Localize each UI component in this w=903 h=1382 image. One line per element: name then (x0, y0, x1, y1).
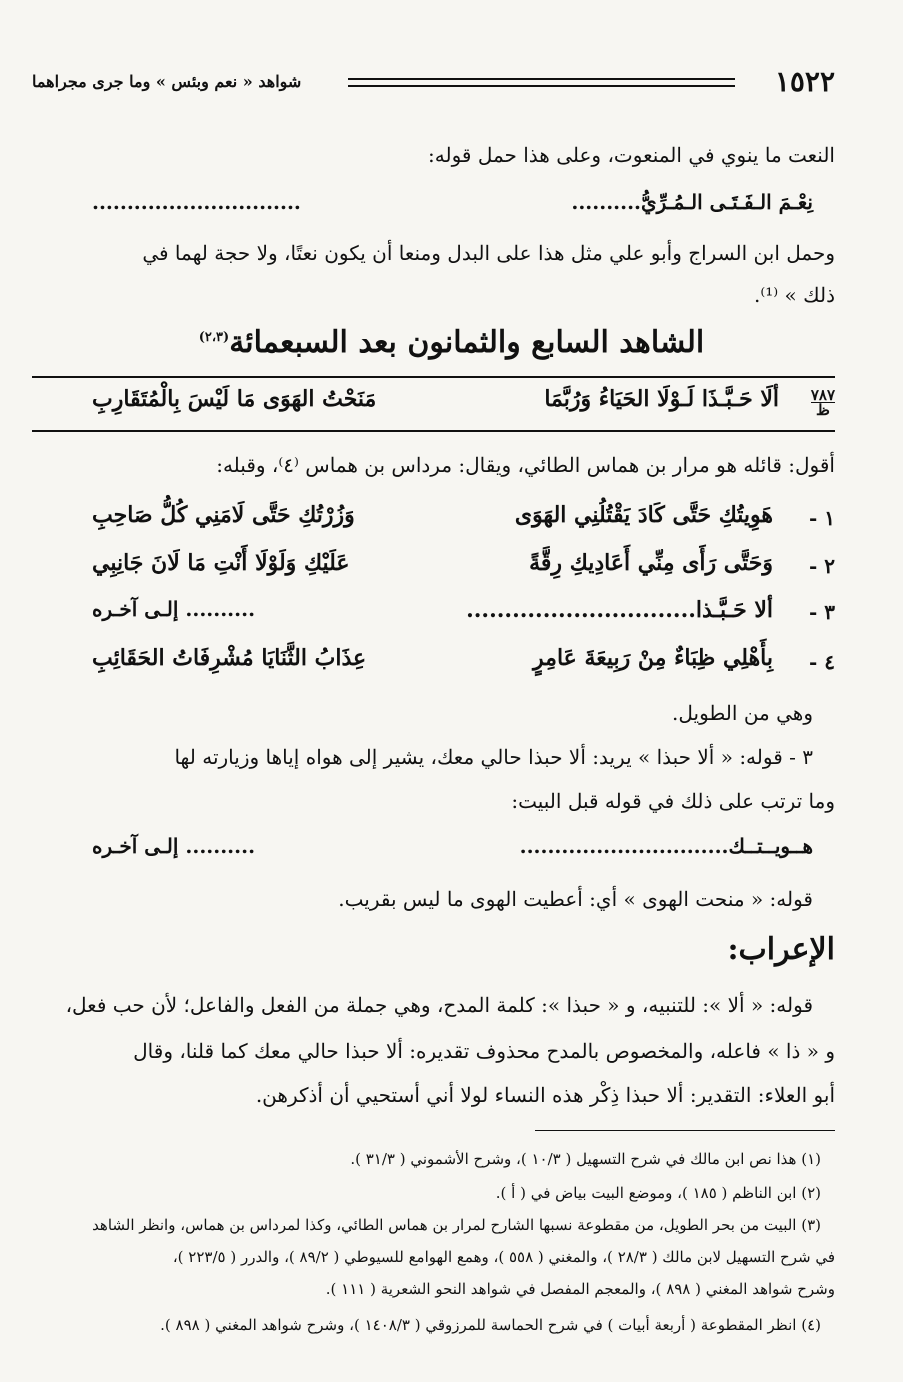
manahtu-line: قوله: « منحت الهوى » أي: أعطيت الهوى ما ليس بقريب. (338, 887, 813, 911)
page-header (32, 64, 835, 100)
footnote-2: (٢) ابن الناظم ( ١٨٥ )، وموضع البيت بياض في ( أ ). (495, 1184, 821, 1202)
quote-1-right: نِعْـمَ الـفَـتَـى الـمُـرِّيُّ.......... (571, 190, 813, 214)
note-3-line-a: ٣ - قوله: « ألا حبذا » يريد: ألا حبذا حالي معك، يشير إلى هواه إياها وزيارته لها (174, 745, 813, 769)
footnote-4: (٤) انظر المقطوعة ( أربعة أبيات ) في شرح الحماسة للمرزوقي ( ١٤٠٨/٣ )، وشرح شواهد المغني ( ٨٩٨ ). (160, 1316, 821, 1334)
footnote-3a: (٣) البيت من بحر الطويل، من مقطوعة نسبها الشارح لمرار بن هماس الطائي، وكذا لمرداس بن هماس، وانظر الشاهد (92, 1216, 821, 1234)
verse-box-top-rule (32, 376, 835, 378)
meter-line: وهي من الطويل. (672, 701, 813, 725)
irab-line-3: أبو العلاء: التقدير: ألا حبذا ذِكْر هذه النساء لولا أني أستحيي أن أذكرهن. (255, 1083, 835, 1107)
verse-4-left: عِذَابُ الثَّنَايَا مُشْرِفَاتُ الحَقَائِبِ (92, 645, 367, 671)
body-line-3: ذلك » ⁽¹⁾. (753, 283, 835, 307)
note-3-line-b: وما ترتب على ذلك في قوله قبل البيت: (511, 789, 835, 813)
verse-number-value: ٧٨٧ (810, 386, 835, 404)
verse-1-left: وَزُرْتُكِ حَتَّى لَامَنِي كُلُّ صَاحِبِ (92, 502, 355, 528)
body-line-1: النعت ما ينوي في المنعوت، وعلى هذا حمل قوله: (428, 143, 835, 167)
irab-line-2: و « ذا » فاعله، والمخصوص بالمدح محذوف تقديره: ألا حبذا حالي معك كما قلنا، وقال (133, 1039, 835, 1063)
shahid-title-text: الشاهد السابع والثمانون بعد السبعمائة (229, 325, 705, 360)
footnote-1: (١) هذا نص ابن مالك في شرح التسهيل ( ١٠/٣ )، وشرح الأشموني ( ٣١/٣ ). (350, 1150, 821, 1168)
footnote-rule (535, 1130, 835, 1131)
shahid-title (0, 325, 903, 360)
page-number: ١٥٢٢ (774, 65, 835, 98)
aqwal-line: أقول: قائله هو مرار بن هماس الطائي، ويقال: مرداس بن هماس ⁽٤⁾، وقبله: (216, 453, 835, 477)
verse-2-right: وَحَتَّى رَأَى مِنِّي أَعَادِيكِ رِقَّةً (529, 550, 773, 576)
verse-1-right: هَوِيتُكِ حَتَّى كَادَ يَقْتُلُنِي الهَوَى (514, 502, 773, 528)
shahid-title-ref: (٢،٣) (198, 330, 230, 345)
footnote-3b: في شرح التسهيل لابن مالك ( ٢٨/٣ )، والمغني ( ٥٥٨ )، وهمع الهوامع للسيوطي ( ٨٩/٢ )، والدرر ( ٢٢٣/٥ )، (172, 1248, 835, 1266)
quote-2-left: .......... إلـى آخـره (92, 834, 256, 858)
irab-heading: الإعراب: (727, 932, 835, 967)
footnote-3c: وشرح شواهد المغني ( ٨٩٨ )، والمعجم المفصل في شواهد النحو الشعرية ( ١١١ ). (325, 1280, 835, 1298)
verse-3-left: .......... إلـى آخـره (92, 597, 256, 621)
irab-line-1: قوله: « ألا »: للتنبيه، و « حبذا »: كلمة المدح، وهي جملة من الفعل والفاعل؛ لأن حب فعل، (65, 993, 813, 1017)
verse-number (811, 388, 835, 417)
quote-1-left: .............................. (92, 190, 301, 214)
verse-4-number: ٤ - (808, 650, 835, 674)
verse-2-number: ٢ - (808, 554, 835, 578)
verse-box-bottom-rule (32, 430, 835, 432)
verse-1-number: ١ - (808, 506, 835, 530)
verse-3-number: ٣ - (808, 600, 835, 624)
verse-3-right: ألا حَـبَّـذا.............................. (466, 597, 773, 623)
quote-2-right: هــويــتــك.............................. (519, 834, 813, 858)
main-verse-right: ألَا حَـبَّـذَا لَـوْلَا الحَيَاءُ وَرُبَّمَا (544, 386, 779, 412)
verse-2-left: عَلَيْكِ وَلَوْلَا أَنْتِ مَا لَانَ جَانِبِي (92, 550, 350, 576)
header-double-rule (348, 78, 735, 87)
body-line-2: وحمل ابن السراج وأبو علي مثل هذا على البدل ومنعا أن يكون نعتًا، ولا حجة لهما في (142, 241, 835, 265)
main-verse-left: مَنَحْتُ الهَوَى مَا لَيْسَ بِالْمُتَقَارِبِ (92, 386, 377, 412)
verse-number-mark: ظ (815, 401, 830, 419)
running-title: شواهد « نعم وبئس » وما جرى مجراهما (32, 72, 302, 91)
verse-4-right: بِأَهْلِي ظِبَاءٌ مِنْ رَبِيعَةَ عَامِرٍ (533, 645, 773, 671)
